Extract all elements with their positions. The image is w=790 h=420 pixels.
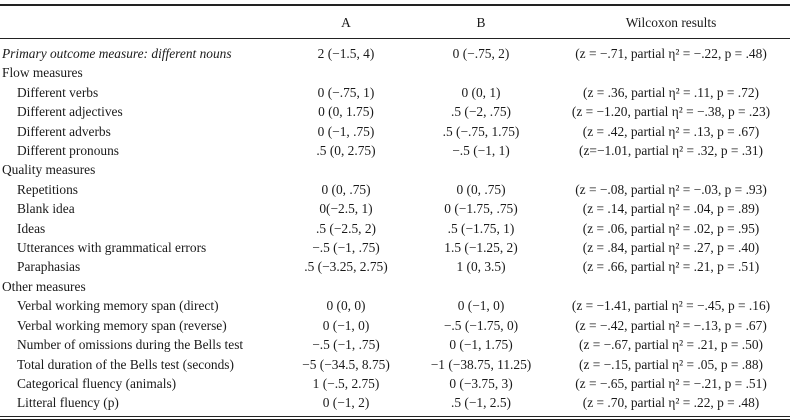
cell-wilcoxon: (z = −.67, partial η² = .21, p = .50): [578, 337, 764, 353]
measure-label: Primary outcome measure: different nouns: [2, 46, 232, 61]
table-row: [0, 219, 790, 238]
table-row: [0, 238, 790, 257]
section-row: [0, 63, 790, 82]
results-table: [0, 4, 790, 413]
cell-wilcoxon: (z = −.42, partial η² = −.13, p = .67): [575, 317, 767, 333]
section-label: Flow measures: [2, 65, 83, 81]
header-a: A: [282, 8, 410, 39]
cell-wilcoxon: (z = .66, partial η² = .21, p = .51): [582, 259, 760, 275]
cell-a: .5 (0, 2.75): [316, 143, 376, 159]
table-row: [0, 83, 790, 102]
measure-label: Different verbs: [17, 84, 99, 100]
cell-b: 0 (−3.75, 3): [449, 375, 513, 391]
table-row: [0, 257, 790, 276]
cell-b: 1.5 (−1.25, 2): [444, 240, 518, 256]
cell-b: 0 (−1.75, .75): [444, 201, 518, 217]
cell-a: 0 (0, 1.75): [318, 104, 374, 120]
cell-b: 0 (0, .75): [456, 181, 506, 197]
cell-wilcoxon: (z = .84, partial η² = .27, p = .40): [582, 240, 760, 256]
cell-a: −5 (−34.5, 8.75): [302, 356, 390, 372]
table-row: [0, 102, 790, 121]
measure-label: Utterances with grammatical errors: [17, 240, 207, 256]
measure-label: Different adjectives: [17, 104, 123, 120]
cell-wilcoxon: (z = −.65, partial η² = −.21, p = .51): [575, 375, 767, 391]
cell-b: 0 (0, 1): [461, 84, 501, 100]
table-row: [0, 141, 790, 160]
cell-b: .5 (−2, .75): [451, 104, 511, 120]
measure-label: Different adverbs: [17, 123, 111, 139]
measure-label: Categorical fluency (animals): [17, 375, 177, 391]
measure-label: Ideas: [17, 220, 46, 236]
section-row: [0, 277, 790, 296]
cell-a: −.5 (−1, .75): [312, 240, 380, 256]
cell-b: −.5 (−1, 1): [452, 143, 510, 159]
cell-wilcoxon: (z = −1.20, partial η² = −.38, p = .23): [571, 104, 771, 120]
cell-a: 1 (−.5, 2.75): [312, 375, 380, 391]
measure-label: Verbal working memory span (reverse): [17, 317, 227, 333]
cell-b: 0 (−.75, 2): [452, 46, 510, 61]
table-row: [0, 39, 790, 64]
table-body: [0, 39, 790, 413]
cell-b: −1 (−38.75, 11.25): [430, 356, 532, 372]
measure-label: Repetitions: [17, 181, 78, 197]
cell-b: .5 (−.75, 1.75): [442, 123, 520, 139]
cell-b: 1 (0, 3.5): [456, 259, 506, 275]
cell-wilcoxon: (z=−1.01, partial η² = .32, p = .31): [578, 143, 764, 159]
table-row: [0, 316, 790, 335]
table-row: [0, 374, 790, 393]
section-label: Other measures: [2, 278, 86, 294]
cell-a: .5 (−3.25, 2.75): [304, 259, 388, 275]
bottom-rule: [0, 416, 790, 417]
cell-wilcoxon: (z = .06, partial η² = .02, p = .95): [582, 220, 760, 236]
cell-b: [410, 63, 552, 82]
cell-wilcoxon: (z = −.15, partial η² = .05, p = .88): [578, 356, 764, 372]
table-row: [0, 122, 790, 141]
cell-b: 0 (−1, 1.75): [449, 337, 513, 353]
cell-a: [282, 160, 410, 179]
cell-b: .5 (−1, 2.5): [451, 395, 511, 411]
table-row: [0, 199, 790, 218]
section-label: Quality measures: [2, 162, 96, 178]
measure-label: Verbal working memory span (direct): [17, 298, 219, 314]
table-row: [0, 335, 790, 354]
cell-a: [282, 63, 410, 82]
cell-b: [410, 277, 552, 296]
cell-wilcoxon: (z = .14, partial η² = .04, p = .89): [582, 201, 760, 217]
cell-wilcoxon: (z = −.71, partial η² = −.22, p = .48): [575, 46, 767, 61]
cell-a: 2 (−1.5, 4): [317, 46, 375, 61]
cell-wilcoxon: (z = −.08, partial η² = −.03, p = .93): [575, 181, 767, 197]
table-row: [0, 355, 790, 374]
cell-wilcoxon: [552, 160, 790, 179]
header-measure: [0, 8, 282, 39]
cell-a: 0 (−1, .75): [317, 123, 375, 139]
measure-label: Number of omissions during the Bells test: [17, 337, 244, 353]
cell-wilcoxon: [552, 63, 790, 82]
cell-a: 0 (−1, 2): [322, 395, 370, 411]
cell-b: [410, 160, 552, 179]
table-row: [0, 180, 790, 199]
cell-a: .5 (−2.5, 2): [316, 220, 376, 236]
cell-b: 0 (−1, 0): [457, 298, 505, 314]
cell-a: 0 (0, 0): [326, 298, 366, 314]
table-row: [0, 296, 790, 315]
measure-label: Paraphasias: [17, 259, 81, 275]
cell-a: 0 (−.75, 1): [317, 84, 375, 100]
cell-wilcoxon: [552, 277, 790, 296]
cell-wilcoxon: (z = −1.41, partial η² = −.45, p = .16): [571, 298, 771, 314]
header-b: B: [410, 8, 552, 39]
cell-a: 0(−2.5, 1): [319, 201, 373, 217]
measure-label: Blank idea: [17, 201, 75, 217]
cell-b: .5 (−1.75, 1): [447, 220, 515, 236]
table-header: [0, 5, 790, 39]
measure-label: Total duration of the Bells test (seconds): [17, 356, 234, 372]
measure-label: Litteral fluency (p): [17, 395, 119, 411]
header-wilcoxon: Wilcoxon results: [552, 8, 790, 39]
cell-wilcoxon: (z = .70, partial η² = .22, p = .48): [582, 395, 760, 411]
cell-wilcoxon: (z = .42, partial η² = .13, p = .67): [582, 123, 760, 139]
cell-a: 0 (−1, 0): [322, 317, 370, 333]
cell-a: −.5 (−1, .75): [312, 337, 380, 353]
cell-b: −.5 (−1.75, 0): [443, 317, 519, 333]
cell-a: [282, 277, 410, 296]
measure-label: Different pronouns: [17, 143, 120, 159]
section-row: [0, 160, 790, 179]
cell-a: 0 (0, .75): [321, 181, 371, 197]
cell-wilcoxon: (z = .36, partial η² = .11, p = .72): [583, 84, 759, 100]
